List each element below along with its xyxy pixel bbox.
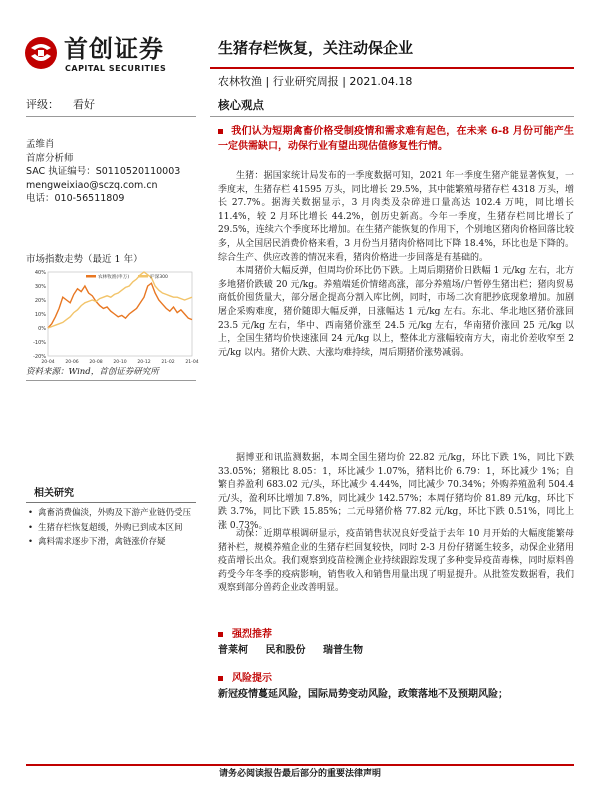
analyst-role: 首席分析师 — [26, 152, 74, 164]
analyst-phone: 电话：010-56511809 — [26, 193, 125, 204]
related-item[interactable]: • 生猪存栏恢复超缓，外购已到成本区间 — [28, 522, 183, 533]
rating-value: 看好 — [73, 98, 95, 111]
index-chart — [26, 266, 199, 368]
series-line-1 — [48, 283, 192, 328]
report-title: 生猪存栏恢复，关注动保企业 — [218, 39, 414, 57]
square-bullet-icon — [218, 632, 223, 637]
rating — [26, 98, 95, 112]
related-title: 相关研究 — [34, 488, 74, 499]
x-tick-label: 20-10 — [113, 360, 127, 365]
key-highlight: 我们认为短期禽畜价格受制疫情和需求难有起色，在未来 6-8 月份可能产生一定供需缺口，动保行业有望出现估值修复性行情。 — [218, 126, 574, 153]
chart-title: 市场指数走势（最近 1 年） — [26, 254, 143, 265]
related-divider — [26, 502, 196, 503]
stock-name[interactable]: 瑞普生物 — [322, 645, 363, 656]
y-tick-label: 20% — [34, 298, 46, 304]
recommend-list — [218, 644, 377, 658]
footer-divider — [26, 764, 574, 766]
related-item[interactable]: • 禽畜消费偏淡，外购及下游产业链仍受压 — [28, 508, 192, 518]
paragraph-animal-health: 动保：近期草根调研显示，疫苗销售状况良好受益于去年 10 月开始的大幅度能繁母猪补栏，规模养殖企业的生猪存栏回复较快，同时 2-3 月份仔猪诞生较多，动保企业猪用疫苗增长出众。我们观察到疫苗检测企业持续跟踪发现了多种变异疫苗毒株，同时原料兽药受今年冬季的疫病影响，销售收入和销售用量出现了明显提升。从批签发数据看，我们观察到部分兽药企业改善明显。 — [218, 529, 574, 594]
stock-name[interactable]: 普莱柯 — [218, 645, 248, 656]
analyst-email[interactable]: mengweixiao@sczq.com.cn — [26, 179, 158, 191]
square-bullet-icon — [218, 676, 223, 681]
x-tick-label: 20-08 — [89, 360, 103, 365]
report-meta: 农林牧渔 | 行业研究周报 | 2021.04.18 — [218, 75, 413, 88]
legend-label: 沪深300 — [150, 275, 168, 280]
analyst-sac: SAC 执证编号：S0110520110003 — [26, 166, 181, 177]
y-tick-label: 30% — [34, 284, 46, 290]
index-chart-svg — [26, 266, 199, 368]
risk-text: 新冠疫情蔓延风险，国际局势变动风险，政策落地不及预期风险； — [218, 689, 508, 700]
x-tick-label: 21-02 — [161, 360, 175, 365]
legend-label: 农林牧渔(申万) — [98, 275, 130, 280]
stock-name[interactable]: 民和股份 — [265, 645, 306, 656]
risk-title: 风险提示 — [218, 672, 272, 685]
logo-mark-icon — [24, 36, 58, 70]
analyst-info — [26, 138, 204, 206]
series-line-2 — [48, 272, 192, 328]
x-tick-label: 20-04 — [41, 360, 55, 365]
legend-swatch — [86, 275, 96, 278]
bullet-dot-icon: • — [28, 522, 34, 533]
core-divider — [210, 116, 574, 117]
rating-label: 评级： — [26, 98, 59, 111]
highlight-square-icon — [218, 129, 223, 134]
paragraph-pig: 生猪：据国家统计局发布的一季度数据可知，2021 年一季度生猪产能显著恢复，一季度末，生猪存栏 41595 万头，同比增长 29.5%，其中能繁殖母猪存栏 4318 万头，增长 27.7%。据海关数据显示，3 月肉类及杂碎进口量高达 102.4 万吨，同比增长 11.4%，较 2 月环比增长 44.2%，创历史新高。今年一季度，生猪存栏同比增长了 29.5%，连续六个季度环比增加。在生猪产能恢复的作用下，个别地区猪肉价格回落比较多，从全国居民消费价格来看，3 月份当月猪肉价格同比下降 18.4%，环比也是下降的。综合生产、供应改善的情况来看，猪肉价格进一步回落是有基础的。 本周猪价大幅反弹，但周均价环比仍下跌。上周后期猪价日跌幅 1 元/kg 左右，北方多地猪价跌破 20 元/kg。养殖端延价情绪高涨，部分养殖场/户暂停生猪出栏；猪肉贸易商低价囤货量大，部分屠企提高分割入库比例，同时，市场二次育肥抄底现象增加。加剧屠企采购难度，猪价随即大幅反弹，日涨幅达 1 元/kg 左右。东北、华北地区猪价涨回 23.5 元/kg 左右，华中、西南猪价涨至 24.5 元/kg 左右，华南猪价涨回 25 元/kg 以上，全国生猪均价快速涨回 24 元/kg 以上，整体北方涨幅较南方大，南北价差收窄至 2 元/kg 以内。猪价大跌、大涨均难持续，周后期猪价涨势减弱。 — [218, 171, 574, 358]
analyst-name: 孟维肖 — [26, 139, 55, 150]
chart-divider — [26, 380, 196, 381]
x-tick-label: 20-06 — [65, 360, 79, 365]
y-tick-label: 10% — [34, 312, 46, 318]
plot-frame — [48, 272, 192, 356]
core-title: 核心观点 — [218, 98, 264, 112]
logo-text-cn: 首创证券 — [64, 34, 164, 63]
related-list — [28, 508, 196, 552]
header-divider — [210, 67, 574, 69]
bullet-dot-icon: • — [28, 537, 34, 547]
bullet-dot-icon: • — [28, 508, 34, 518]
paragraph-price: 据博亚和讯监测数据，本周全国生猪均价 22.82 元/kg，环比下跌 1%，同比下跌 33.05%；猪粮比 8.05：1，环比减少 1.07%，猪料比价 6.79：1，环比减少 1%；自繁自养盈利 683.02 元/头，环比减少 4.44%，同比减少 70.34%；外购养殖盈利 504.4 元/头，盈利环比增加 7.8%，同比减少 142.57%；本周仔猪均价 81.89 元/kg，环比下跌 3.7%，同比下跌 15.85%；二元母猪价格 77.82 元/kg，环比下跌 0.51%，同比上涨 0.73%。 — [218, 453, 574, 531]
report-header — [0, 0, 600, 100]
y-tick-label: 0% — [38, 326, 46, 332]
legend-swatch — [138, 275, 148, 278]
logo-text-en: CAPITAL SECURITIES — [65, 64, 167, 73]
y-tick-label: -10% — [33, 340, 46, 346]
y-tick-label: 40% — [34, 270, 46, 276]
rating-divider — [26, 116, 196, 117]
chart-source: 资料来源：Wind，首创证券研究所 — [26, 367, 159, 377]
company-logo — [24, 36, 200, 76]
x-tick-label: 21-04 — [185, 360, 199, 365]
footer-disclaimer: 请务必阅读报告最后部分的重要法律声明 — [218, 769, 381, 779]
recommend-title: 强烈推荐 — [218, 628, 272, 641]
x-tick-label: 20-12 — [137, 360, 151, 365]
y-tick-label: -20% — [33, 354, 46, 360]
related-item[interactable]: • 禽料需求逐步下滑，禽链涨价存疑 — [28, 537, 166, 547]
